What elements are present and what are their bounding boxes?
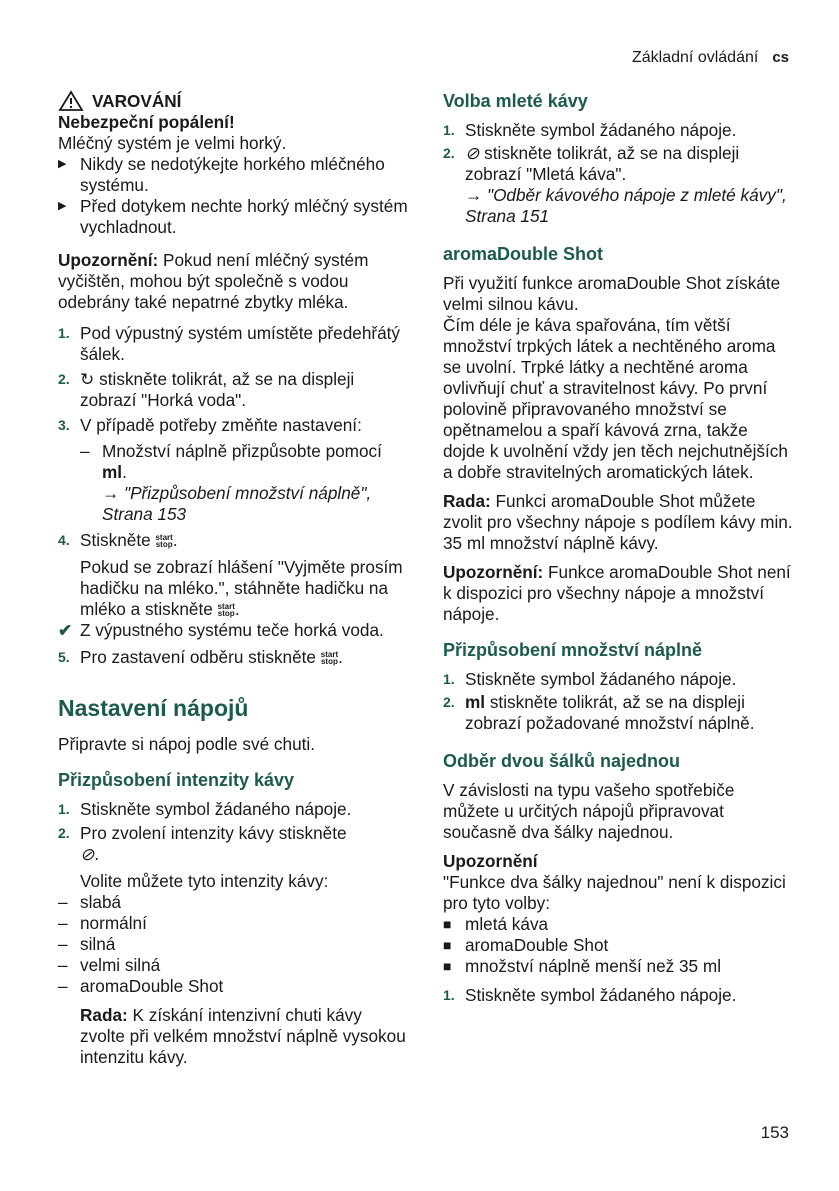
two-cups-title: Odběr dvou šálků najednou	[443, 751, 681, 771]
square-bullet-icon: ■	[443, 958, 452, 974]
ground-coffee-title: Volba mleté kávy	[443, 91, 588, 111]
intensity-icon: ⊘	[80, 844, 95, 864]
volume-title: Přizpůsobení množství náplně	[443, 640, 703, 660]
ml-symbol: ml	[465, 692, 486, 712]
square-bullet-icon: ■	[443, 937, 452, 953]
two-cups-item: ■ množství náplně menší než 35 ml	[443, 956, 722, 976]
ground-step-2: 2. ⊘ stiskněte tolikrát, až se na displeji zobrazí "Mletá káva". → "Odběr kávového nápoje z mleté kávy", Strana 151	[443, 143, 787, 226]
aroma-note: Upozornění: Funkce aromaDouble Shot není k dispozici pro všechny nápoje a množství nápoje.	[443, 562, 791, 624]
warning-title	[58, 90, 408, 112]
intensity-tip: Rada: K získání intenzivní chuti kávy zvolte při velkém množství náplně vysokou intenzitu kávy.	[80, 1005, 406, 1067]
intensity-option: – velmi silná	[58, 955, 161, 975]
intensity-title: Přizpůsobení intenzity kávy	[58, 770, 295, 790]
intensity-step-1: 1. Stiskněte symbol žádaného nápoje.	[58, 799, 352, 819]
ground-step-1: 1. Stiskněte symbol žádaného nápoje.	[443, 120, 737, 140]
step-3: 3. V případě potřeby změňte nastavení:	[58, 415, 362, 435]
intensity-option: – silná	[58, 934, 116, 954]
intensity-option: – normální	[58, 913, 147, 933]
start-stop-icon: start stop	[217, 602, 235, 619]
milk-note: Upozornění: Pokud není mléčný systém vyčištěn, mohou být společně s vodou odebrány také nepatrné zbytky mléka.	[58, 250, 369, 312]
start-stop-icon: start stop	[155, 533, 173, 550]
language-code: cs	[772, 49, 789, 66]
step-4: 4. Stiskněte start stop.	[58, 530, 178, 550]
two-cups-note-label: Upozornění	[443, 851, 538, 871]
two-cups-item: ■ mletá káva	[443, 914, 549, 934]
section-intro: Připravte si nápoj podle své chuti.	[58, 734, 315, 754]
step-2: 2. ↻ stiskněte tolikrát, až se na displeji zobrazí "Horká voda".	[58, 369, 355, 410]
two-cups-note: "Funkce dva šálky najednou" není k dispozici pro tyto volby:	[443, 872, 786, 913]
hot-water-icon: ↻	[80, 369, 95, 389]
intensity-option: – aromaDouble Shot	[58, 976, 224, 996]
intensity-icon: ⊘	[465, 143, 480, 163]
aroma-tip: Rada: Funkci aromaDouble Shot můžete zvolit pro všechny nápoje s podílem kávy min. 35 ml množství náplně kávy.	[443, 491, 793, 553]
start-stop-icon: start stop	[320, 650, 339, 667]
two-cups-item: ■ aromaDouble Shot	[443, 935, 609, 955]
warning-bullet: ▶ Před dotykem nechte horký mléčný systém vychladnout.	[58, 196, 408, 237]
check-icon: ✔	[58, 620, 73, 640]
two-cups-step-1: 1. Stiskněte symbol žádaného nápoje.	[443, 985, 737, 1005]
ml-symbol: ml	[102, 462, 123, 482]
warning-icon	[58, 90, 84, 112]
cross-reference: → "Odběr kávového nápoje z mleté kávy", Strana 151	[465, 185, 787, 226]
volume-step-1: 1. Stiskněte symbol žádaného nápoje.	[443, 669, 737, 689]
aroma-text-1: Při využití funkce aromaDouble Shot získáte velmi silnou kávu.	[443, 273, 781, 314]
cross-reference: → "Přizpůsobení množství náplně", Strana 153	[102, 483, 372, 524]
bullet-arrow-icon: ▶	[58, 158, 67, 170]
intensity-option: – slabá	[58, 892, 122, 912]
warning-bullet: ▶ Nikdy se nedotýkejte horkého mléčného systému.	[58, 154, 385, 195]
square-bullet-icon: ■	[443, 916, 452, 932]
warning-text: Mléčný systém je velmi horký.	[58, 133, 287, 153]
section-title: Nastavení nápojů	[58, 695, 249, 721]
intensity-intro: Volite můžete tyto intenzity kávy:	[80, 871, 329, 891]
warning-heading: Nebezpeční popálení!	[58, 112, 235, 132]
left-column	[58, 90, 408, 1068]
page-header	[632, 47, 789, 68]
two-cups-text: V závislosti na typu vašeho spotřebiče můžete u určitých nápojů připravovat současně dva šálky najednou.	[443, 780, 735, 842]
intensity-step-2: 2. Pro zvolení intenzity kávy stiskněte ⊘.	[58, 823, 347, 864]
warning-label: VAROVÁNÍ	[92, 90, 182, 111]
page-number: 153	[760, 1123, 789, 1142]
right-column	[443, 90, 793, 1006]
aroma-title: aromaDouble Shot	[443, 244, 604, 264]
step-3-option: – Množství náplně přizpůsobte pomocí ml. → "Přizpůsobení množství náplně", Strana 153	[80, 441, 382, 524]
header-title: Základní ovládání	[632, 49, 759, 66]
step-5: 5. Pro zastavení odběru stiskněte start stop.	[58, 647, 343, 667]
result-line: ✔ Z výpustného systému teče horká voda.	[58, 620, 384, 640]
aroma-text-2: Čím déle je káva spařována, tím větší množství trpkých látek a nechtěného aroma se uvolní. Trpké látky a nechtěné aroma ovlivňují chuť a stravitelnost kávy. Po první polovině připravovaného množství se opětnamelou a spaří kávová zrna, takže dojde k uvolnění vždy jen těch nejchutnějších a dobře stravitelných aromatických látek.	[443, 315, 788, 482]
step-1: 1. Pod výpustný systém umístěte předehřátý šálek.	[58, 323, 401, 364]
step-4-hint: Pokud se zobrazí hlášení "Vyjměte prosím hadičku na mléko.", stáhněte hadičku na mléko a stiskněte start stop.	[80, 557, 403, 619]
bullet-arrow-icon: ▶	[58, 200, 67, 212]
volume-step-2: 2. ml stiskněte tolikrát, až se na displeji zobrazí požadované množství náplně.	[443, 692, 755, 733]
